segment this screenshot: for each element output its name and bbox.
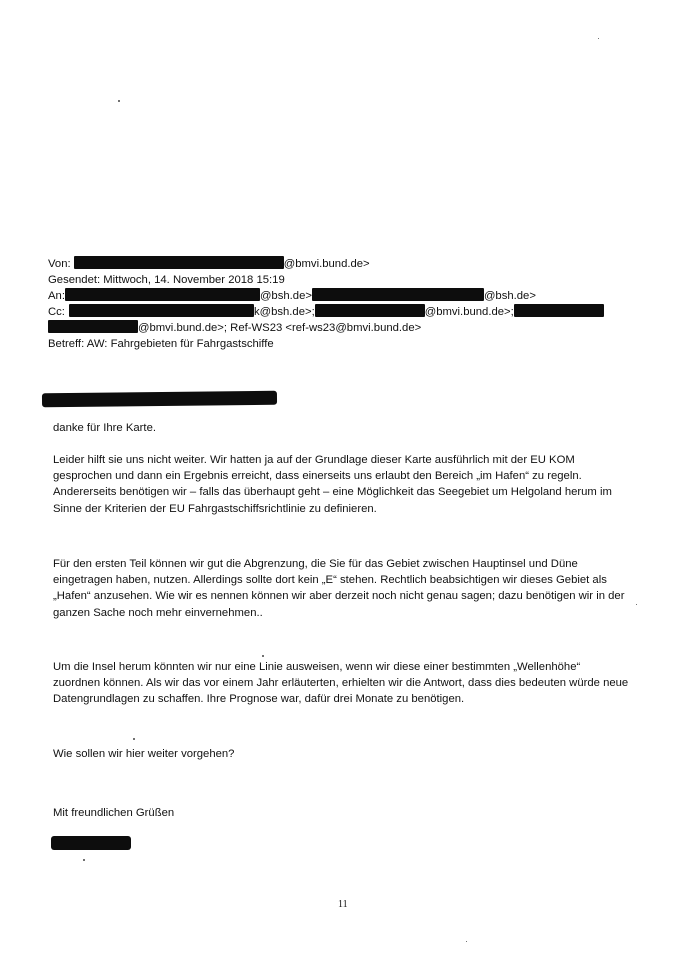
cc-line <box>48 304 604 320</box>
subject-line: Betreff: AW: Fahrgebieten für Fahrgastschiffe <box>48 338 274 350</box>
redaction-bar <box>65 288 260 301</box>
to-domain-2: @bsh.de> <box>483 290 536 302</box>
redaction-bar <box>315 304 425 317</box>
redaction-bar <box>69 304 254 317</box>
text-line: eingetragen haben, nutzen. Allerdings sollte dort kein „E“ stehen. Rechtlich beabsichtigen wir dieses Gebiet als <box>53 574 607 587</box>
cc-line2-domain: @bmvi.bund.de>; Ref-WS23 <ref-ws23@bmvi.bund.de> <box>138 322 422 334</box>
from-line <box>48 256 370 272</box>
redaction-bar <box>312 288 484 301</box>
to-line <box>48 288 536 304</box>
text-line: Wie sollen wir hier weiter vorgehen? <box>53 748 235 760</box>
redaction-bar <box>48 320 138 333</box>
text-line: Sinne der Kriterien der EU Fahrgastschiffsrichtlinie zu definieren. <box>53 502 377 515</box>
scan-speck <box>598 38 599 39</box>
text-line: „Hafen“ anzusehen. Wie wir es nennen können wir aber derzeit noch nicht genau sagen; dazu benötigen wir in der <box>53 590 625 603</box>
to-domain-1: @bsh.de> <box>259 290 312 302</box>
text-line: ganzen Sache noch mehr einvernehmen.. <box>53 606 263 619</box>
text-line: zuordnen können. Als wir das vor einem Jahr erläuterten, erhielten wir die Antwort, dass dies bedeuten würde neue <box>53 677 629 690</box>
text-line: Für den ersten Teil können wir gut die Abgrenzung, die Sie für das Gebiet zwischen Hauptinsel und Düne <box>53 558 578 570</box>
cc-domain-2: @bmvi.bund.de>; <box>424 306 514 318</box>
text-line: gesprochen und dann ein Ergebnis erreicht, dass einerseits uns erlaubt den Bereich „im Hafen“ zu regeln. <box>53 470 582 483</box>
scan-speck <box>118 100 120 102</box>
salutation-redaction <box>42 391 277 407</box>
cc-domain-1: k@bsh.de>; <box>253 306 315 318</box>
scan-speck <box>133 738 135 740</box>
paragraph-3 <box>53 556 624 621</box>
from-label: Von: <box>48 258 71 270</box>
paragraph-4 <box>53 659 628 708</box>
page-number: 11 <box>338 899 348 910</box>
text-line: Leider hilft sie uns nicht weiter. Wir hatten ja auf der Grundlage dieser Karte ausführlich mit der EU KOM <box>53 454 575 466</box>
scan-speck <box>262 655 264 657</box>
text-line: danke für Ihre Karte. <box>53 422 156 434</box>
text-line: Datengrundlagen zu schaffen. Ihre Prognose war, dafür drei Monate zu benötigen. <box>53 693 465 706</box>
text-line: Andererseits benötigen wir – falls das überhaupt geht – eine Möglichkeit das Seegebiet um Helgoland herum im <box>53 486 612 499</box>
paragraph-2 <box>53 452 612 517</box>
redaction-bar <box>514 304 604 317</box>
cc-label: Cc: <box>48 306 65 318</box>
sent-line: Gesendet: Mittwoch, 14. November 2018 15:19 <box>48 274 285 286</box>
closing: Mit freundlichen Grüßen <box>53 807 175 819</box>
scan-speck <box>636 604 637 605</box>
text-line: Um die Insel herum könnten wir nur eine Linie ausweisen, wenn wir diese einer bestimmten „Wellenhöhe“ <box>53 661 581 673</box>
redaction-bar <box>74 256 284 269</box>
cc-line-2 <box>48 320 421 336</box>
paragraph-5 <box>53 746 234 762</box>
scan-speck <box>466 941 467 942</box>
paragraph-1 <box>53 420 156 436</box>
scan-speck <box>83 859 85 861</box>
signature-redaction <box>51 836 131 850</box>
from-domain: @bmvi.bund.de> <box>283 258 370 270</box>
to-label: An: <box>48 290 65 302</box>
